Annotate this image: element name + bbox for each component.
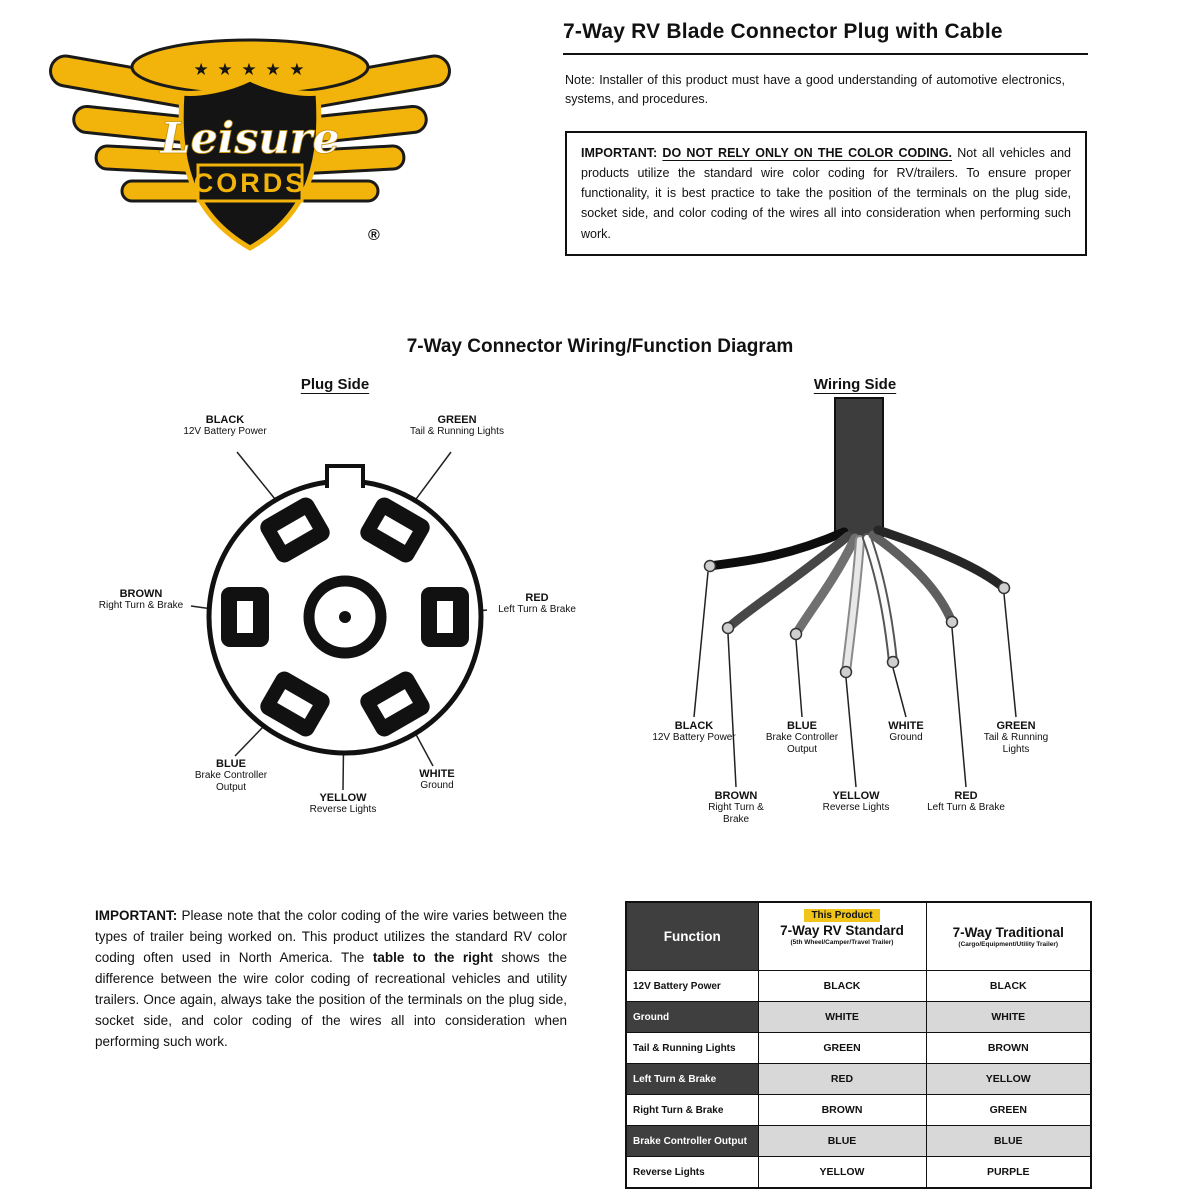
wiring-label-blue: BLUE Brake Controller Output xyxy=(765,720,839,756)
header xyxy=(563,20,1093,256)
cable-jacket xyxy=(835,398,883,536)
table-row: Left Turn & Brake RED YELLOW xyxy=(626,1064,1091,1095)
wiring-label-white: WHITE Ground xyxy=(888,720,924,743)
connector-notch xyxy=(327,466,363,488)
diagram-heading: 7-Way Connector Wiring/Function Diagram xyxy=(406,336,794,357)
leisure-cords-logo xyxy=(30,15,475,260)
wiring-side-heading: Wiring Side xyxy=(813,376,897,393)
wiring-label-black: BLACK 12V Battery Power xyxy=(652,720,736,743)
traditional-subtitle: (Cargo/Equipment/Utility Trailer) xyxy=(958,941,1059,948)
column-header-function: Function xyxy=(626,902,758,971)
stars-icon: ★ ★ ★ ★ ★ xyxy=(193,60,307,79)
wiring-label-green: GREEN Tail & Running Lights xyxy=(983,720,1049,756)
wiring-side-diagram xyxy=(630,370,1100,875)
color-coding-note xyxy=(95,905,567,1052)
rv-standard-subtitle: (5th Wheel/Camper/Travel Trailer) xyxy=(790,939,894,946)
plug-label-red: RED Left Turn & Brake xyxy=(498,592,576,615)
wiring-color-table xyxy=(625,901,1092,1189)
logo-artwork xyxy=(30,15,475,255)
table-row: Right Turn & Brake BROWN GREEN xyxy=(626,1095,1091,1126)
warning-heading: DO NOT RELY ONLY ON THE COLOR CODING. xyxy=(662,145,952,160)
column-header-traditional xyxy=(926,902,1091,971)
wires xyxy=(710,530,1004,672)
plug-label-white: WHITE Ground xyxy=(419,768,455,791)
rv-standard-title: 7-Way RV Standard xyxy=(780,923,904,938)
traditional-title: 7-Way Traditional xyxy=(952,925,1064,940)
wiring-label-brown: BROWN Right Turn & Brake xyxy=(708,790,764,826)
plug-side-diagram xyxy=(85,370,585,875)
plug-label-black: BLACK 12V Battery Power xyxy=(183,414,267,437)
important-label: IMPORTANT: xyxy=(95,908,178,923)
table-row: Ground WHITE WHITE xyxy=(626,1002,1091,1033)
table-row: Reverse Lights YELLOW PURPLE xyxy=(626,1157,1091,1189)
column-header-rv-standard xyxy=(758,902,926,971)
table-header-row xyxy=(626,902,1091,971)
table-row: Tail & Running Lights GREEN BROWN xyxy=(626,1033,1091,1064)
warning-body: Not all vehicles and products utilize the standard wire color coding for RV/trailers. To ensure proper functionality, it is best practice to take the position of the terminals on the plug side, socket side, and color coding of the wires all into consideration when performing such work. xyxy=(581,145,1071,241)
note-bold-phrase: table to the right xyxy=(372,950,493,966)
title-divider xyxy=(563,53,1088,55)
important-label: IMPORTANT: xyxy=(581,145,658,160)
installer-note: Note: Installer of this product must have a good understanding of automotive electronics, systems, and procedures. xyxy=(565,73,1065,106)
center-pin xyxy=(339,611,351,623)
table-row: 12V Battery Power BLACK BLACK xyxy=(626,971,1091,1002)
plug-label-brown: BROWN Right Turn & Brake xyxy=(98,588,184,611)
plug-label-blue: BLUE Brake Controller Output xyxy=(194,758,268,794)
plug-label-green: GREEN Tail & Running Lights xyxy=(410,414,504,437)
wiring-label-red: RED Left Turn & Brake xyxy=(927,790,1005,813)
this-product-badge: This Product xyxy=(804,909,879,922)
wiring-label-yellow: YELLOW Reverse Lights xyxy=(822,790,890,813)
note-body-2: shows the difference between the wire color coding of recreational vehicles and utility trailers. Once again, always take the position of the terminals on the plug side, socket side, and color coding of the wires all into consideration when performing such work. xyxy=(95,950,567,1050)
color-coding-warning-box xyxy=(565,131,1087,256)
plug-label-yellow: YELLOW Reverse Lights xyxy=(309,792,377,815)
brand-script: Leisure xyxy=(160,114,340,164)
registered-mark: ® xyxy=(368,227,380,244)
plug-side-heading: Plug Side xyxy=(300,376,370,393)
table-row: Brake Controller Output BLUE BLUE xyxy=(626,1126,1091,1157)
page-title: 7-Way RV Blade Connector Plug with Cable xyxy=(563,20,1003,43)
brand-block: CORDS xyxy=(193,168,307,198)
note-body-1: Please note that the color coding of the wire varies between the types of trailer being worked on. This product utilizes the standard RV color coding often used in North America. The xyxy=(95,908,567,966)
